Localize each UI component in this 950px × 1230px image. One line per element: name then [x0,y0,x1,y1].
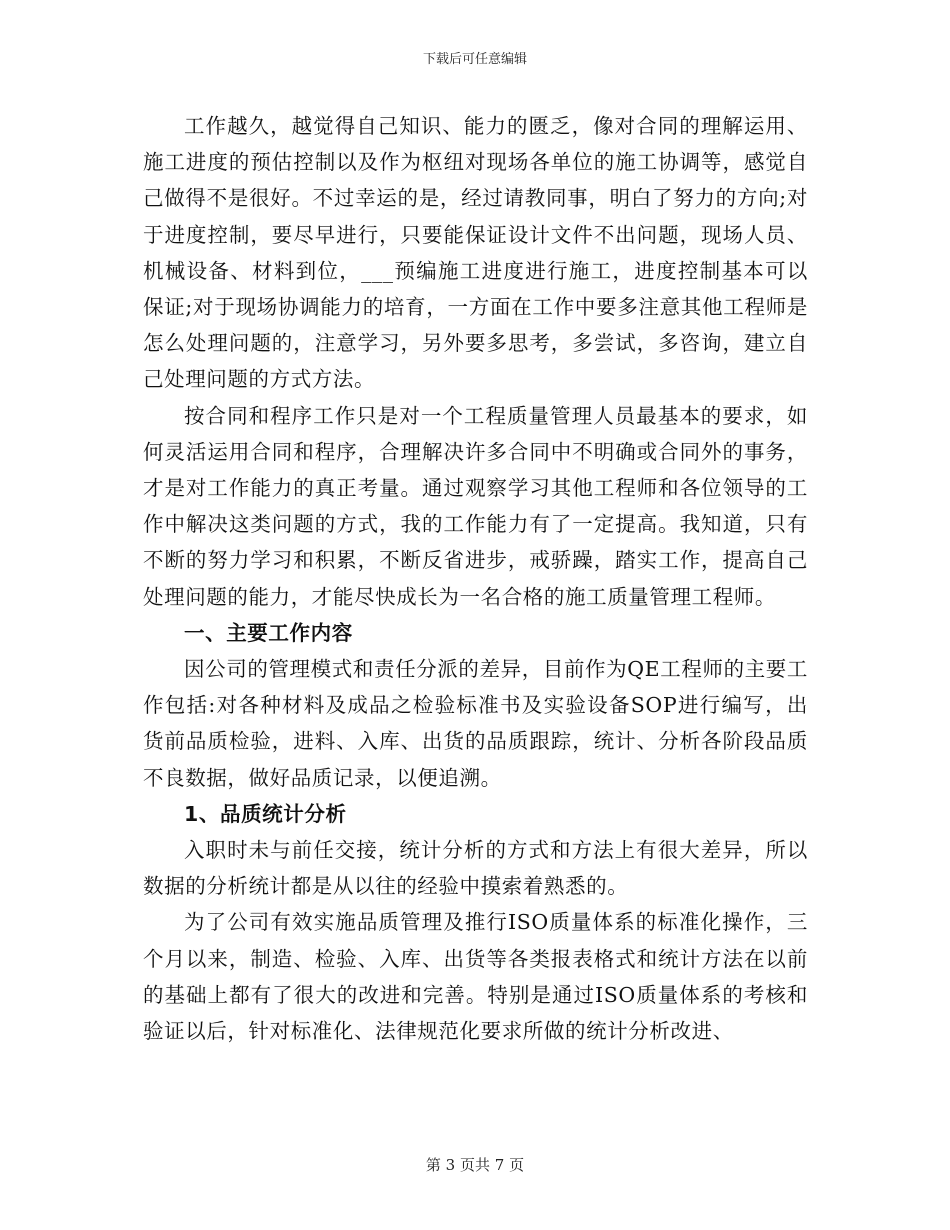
paragraph-work-experience: 工作越久，越觉得自己知识、能力的匮乏，像对合同的理解运用、施工进度的预估控制以及作为枢纽对现场各单位的施工协调等，感觉自己做得不是很好。不过幸运的是，经过请教同事，明白了努力的方向;对于进度控制，要尽早进行，只要能保证设计文件不出问题，现场人员、机械设备、材料到位，___预编施工进度进行施工，进度控制基本可以保证;对于现场协调能力的培育，一方面在工作中要多注意其他工程师是怎么处理问题的，注意学习，另外要多思考，多尝试，多咨询，建立自己处理问题的方式方法。 [143,114,808,392]
paragraph-contract-procedure: 按合同和程序工作只是对一个工程质量管理人员最基本的要求，如何灵活运用合同和程序，合理解决许多合同中不明确或合同外的事务，才是对工作能力的真正考量。通过观察学习其他工程师和各位领导的工作中解决这类问题的方式，我的工作能力有了一定提高。我知道，只有不断的努力学习和积累，不断反省进步，戒骄躁，踏实工作，提高自己处理问题的能力，才能尽快成长为一名合格的施工质量管理工程师。 [143,403,808,609]
document-body [143,108,808,1049]
page-number: 第 3 页共 7 页 [425,1156,525,1174]
paragraph-handover: 入职时未与前任交接，统计分析的方式和方法上有很大差异，所以数据的分析统计都是从以往的经验中摸索着熟悉的。 [143,838,808,899]
subsection-heading-quality-statistics: 1、品质统计分析 [184,801,347,826]
section-heading-main-work: 一、主要工作内容 [184,620,353,645]
page-header: 下载后可任意编辑 [422,52,527,67]
paragraph-iso-improvement: 为了公司有效实施品质管理及推行ISO质量体系的标准化操作，三个月以来，制造、检验、入库、出货等各类报表格式和统计方法在以前的基础上都有了很大的改进和完善。特别是通过ISO质量体系的考核和验证以后，针对标准化、法律规范化要求所做的统计分析改进、 [143,910,808,1044]
paragraph-qe-duties: 因公司的管理模式和责任分派的差异，目前作为QE工程师的主要工作包括:对各种材料及成品之检验标准书及实验设备SOP进行编写，出货前品质检验，进料、入库、出货的品质跟踪，统计、分析各阶段品质不良数据，做好品质记录，以便追溯。 [143,657,808,790]
